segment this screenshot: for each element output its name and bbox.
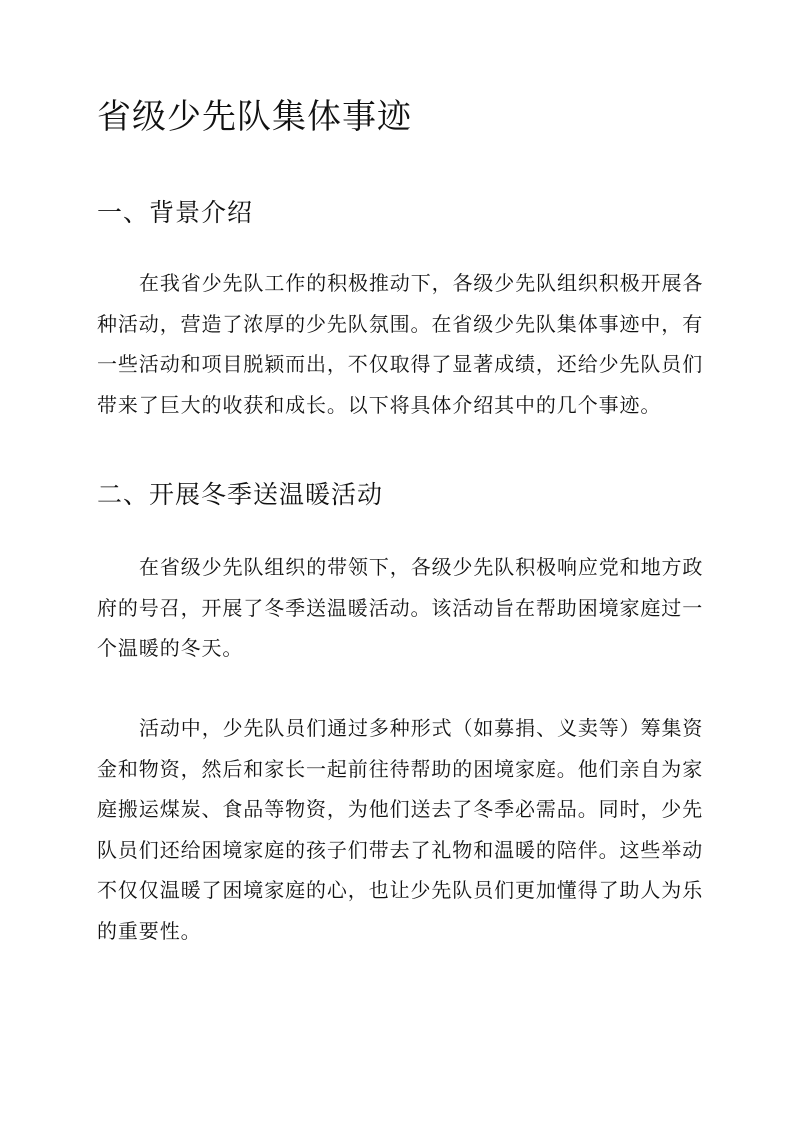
- paragraph-line: 府的号召，开展了冬季送温暖活动。该活动旨在帮助困境家庭过一: [97, 595, 704, 620]
- paragraph-line: 种活动，营造了浓厚的少先队氛围。在省级少先队集体事迹中，有: [97, 311, 704, 336]
- paragraph-line: 金和物资，然后和家长一起前往待帮助的困境家庭。他们亲自为家: [97, 756, 704, 781]
- paragraph-line: 一些活动和项目脱颖而出，不仅取得了显著成绩，还给少先队员们: [97, 352, 704, 376]
- paragraph-line: 庭搬运煤炭、食品等物资，为他们送去了冬季必需品。同时，少先: [97, 797, 704, 821]
- paragraph-line: 带来了巨大的收获和成长。以下将具体介绍其中的几个事迹。: [97, 392, 662, 417]
- paragraph-line: 在我省少先队工作的积极推动下，各级少先队组织积极开展各: [139, 271, 704, 295]
- document-title: 省级少先队集体事迹: [97, 97, 412, 137]
- paragraph-line: 活动中，少先队员们通过多种形式（如募捐、义卖等）筹集资: [139, 716, 704, 740]
- paragraph-line: 的重要性。: [97, 918, 202, 943]
- paragraph-background: [97, 263, 703, 425]
- paragraph-line: 个温暖的冬天。: [97, 636, 244, 660]
- paragraph-winter-intro: [97, 547, 703, 669]
- section-heading-background: 一、背景介绍: [97, 198, 254, 227]
- paragraph-line: 在省级少先队组织的带领下，各级少先队积极响应党和地方政: [139, 555, 704, 579]
- paragraph-line: 队员们还给困境家庭的孩子们带去了礼物和温暖的陪伴。这些举动: [97, 837, 704, 862]
- section-heading-winter-warmth: 二、开展冬季送温暖活动: [97, 480, 384, 509]
- paragraph-line: 不仅仅温暖了困境家庭的心，也让少先队员们更加懂得了助人为乐: [97, 878, 704, 902]
- paragraph-winter-activities: [97, 708, 703, 951]
